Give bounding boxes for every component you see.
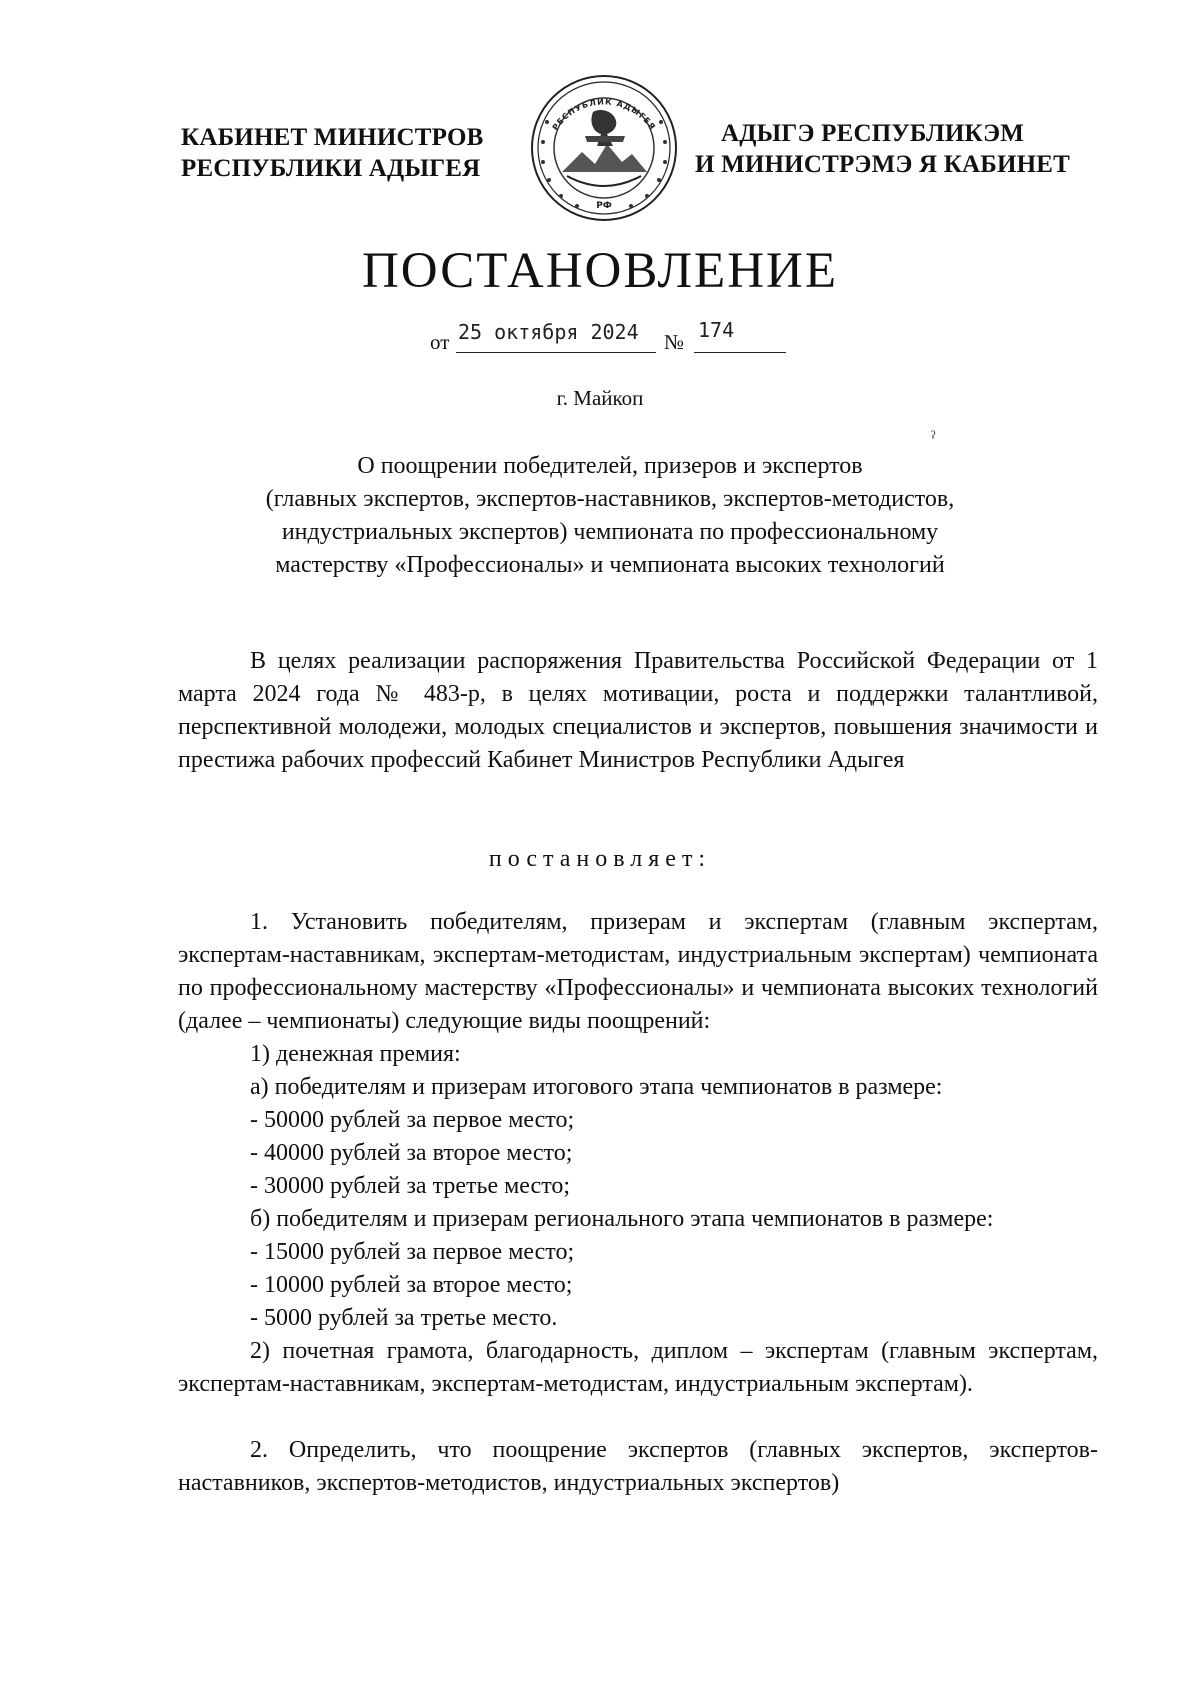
item-1-b-3: - 5000 рублей за третье место. <box>250 1305 558 1331</box>
issuer-adyghe-line-2: И МИНИСТРЭМЭ Я КАБИНЕТ <box>695 151 1071 178</box>
date-underline <box>456 352 656 353</box>
resolves-heading: постановляет: <box>488 846 712 872</box>
document-date: 25 октября 2024 <box>458 320 639 344</box>
date-prefix: от <box>430 330 450 354</box>
document-subject <box>180 450 1040 582</box>
item-2: 2. Определить, что поощрение экспертов (главных экспертов, экспертов-наставников, экспертов-методистов, индустриальных экспертов) <box>178 1437 1098 1496</box>
document-type-title: ПОСТАНОВЛЕНИЕ <box>361 243 839 299</box>
item-1: 1. Установить победителям, призерам и экспертам (главным экспертам, экспертам-наставникам, экспертам-методистам, индустриальным экспертам) чемпионата по профессиональному мастерству «Профессионалы» и чемпионата высоких технологий (далее – чемпионаты) следующие виды поощрений: <box>178 909 1098 1034</box>
item-1-1: 1) денежная премия: <box>250 1041 461 1067</box>
seal-text-top: РЕСПУБЛИК АДЫГЕЯ <box>550 97 658 133</box>
subject-line-2: (главных экспертов, экспертов-наставников, экспертов-методистов, <box>265 486 955 512</box>
document-city: г. Майкоп <box>556 386 644 410</box>
seal-text-bottom: РФ <box>596 201 612 211</box>
coat-of-arms-icon <box>527 72 681 222</box>
subject-line-3: индустриальных экспертов) чемпионата по профессиональному <box>281 519 939 545</box>
issuer-line-1: КАБИНЕТ МИНИСТРОВ <box>181 124 484 151</box>
item-1-b: б) победителям и призерам регионального этапа чемпионатов в размере: <box>250 1206 994 1232</box>
subject-line-1: О поощрении победителей, призеров и экспертов <box>357 453 863 479</box>
preamble-paragraph: В целях реализации распоряжения Правительства Российской Федерации от 1 марта 2024 года № 483-р, в целях мотивации, роста и поддержки талантливой, перспективной молодежи, молодых специалистов и экспертов, повышения значимости и престижа рабочих профессий Кабинет Министров Республики Адыгея <box>178 648 1098 773</box>
item-1-b-1: - 15000 рублей за первое место; <box>250 1239 575 1265</box>
item-1-a: а) победителям и призерам итогового этапа чемпионатов в размере: <box>250 1074 943 1100</box>
item-1-a-1: - 50000 рублей за первое место; <box>250 1107 575 1133</box>
number-underline <box>694 352 786 353</box>
document-number: 174 <box>698 318 735 342</box>
resolution-items <box>178 906 1098 1500</box>
issuer-adyghe-line-1: АДЫГЭ РЕСПУБЛИКЭМ <box>721 120 1025 147</box>
preamble-block <box>178 645 1098 777</box>
margin-mark: ˀ <box>931 427 936 447</box>
number-prefix: № <box>664 330 685 354</box>
item-1-a-3: - 30000 рублей за третье место; <box>250 1173 571 1199</box>
item-1-2: 2) почетная грамота, благодарность, диплом – экспертам (главным экспертам, экспертам-наставникам, экспертам-методистам, индустриальным экспертам). <box>178 1338 1098 1397</box>
issuer-line-2: РЕСПУБЛИКИ АДЫГЕЯ <box>181 155 481 182</box>
item-1-a-2: - 40000 рублей за второе место; <box>250 1140 573 1166</box>
issuer-name-russian <box>181 122 484 184</box>
issuer-name-adyghe <box>695 118 1070 180</box>
item-1-b-2: - 10000 рублей за второе место; <box>250 1272 573 1298</box>
subject-line-4: мастерству «Профессионалы» и чемпионата высоких технологий <box>275 552 945 578</box>
